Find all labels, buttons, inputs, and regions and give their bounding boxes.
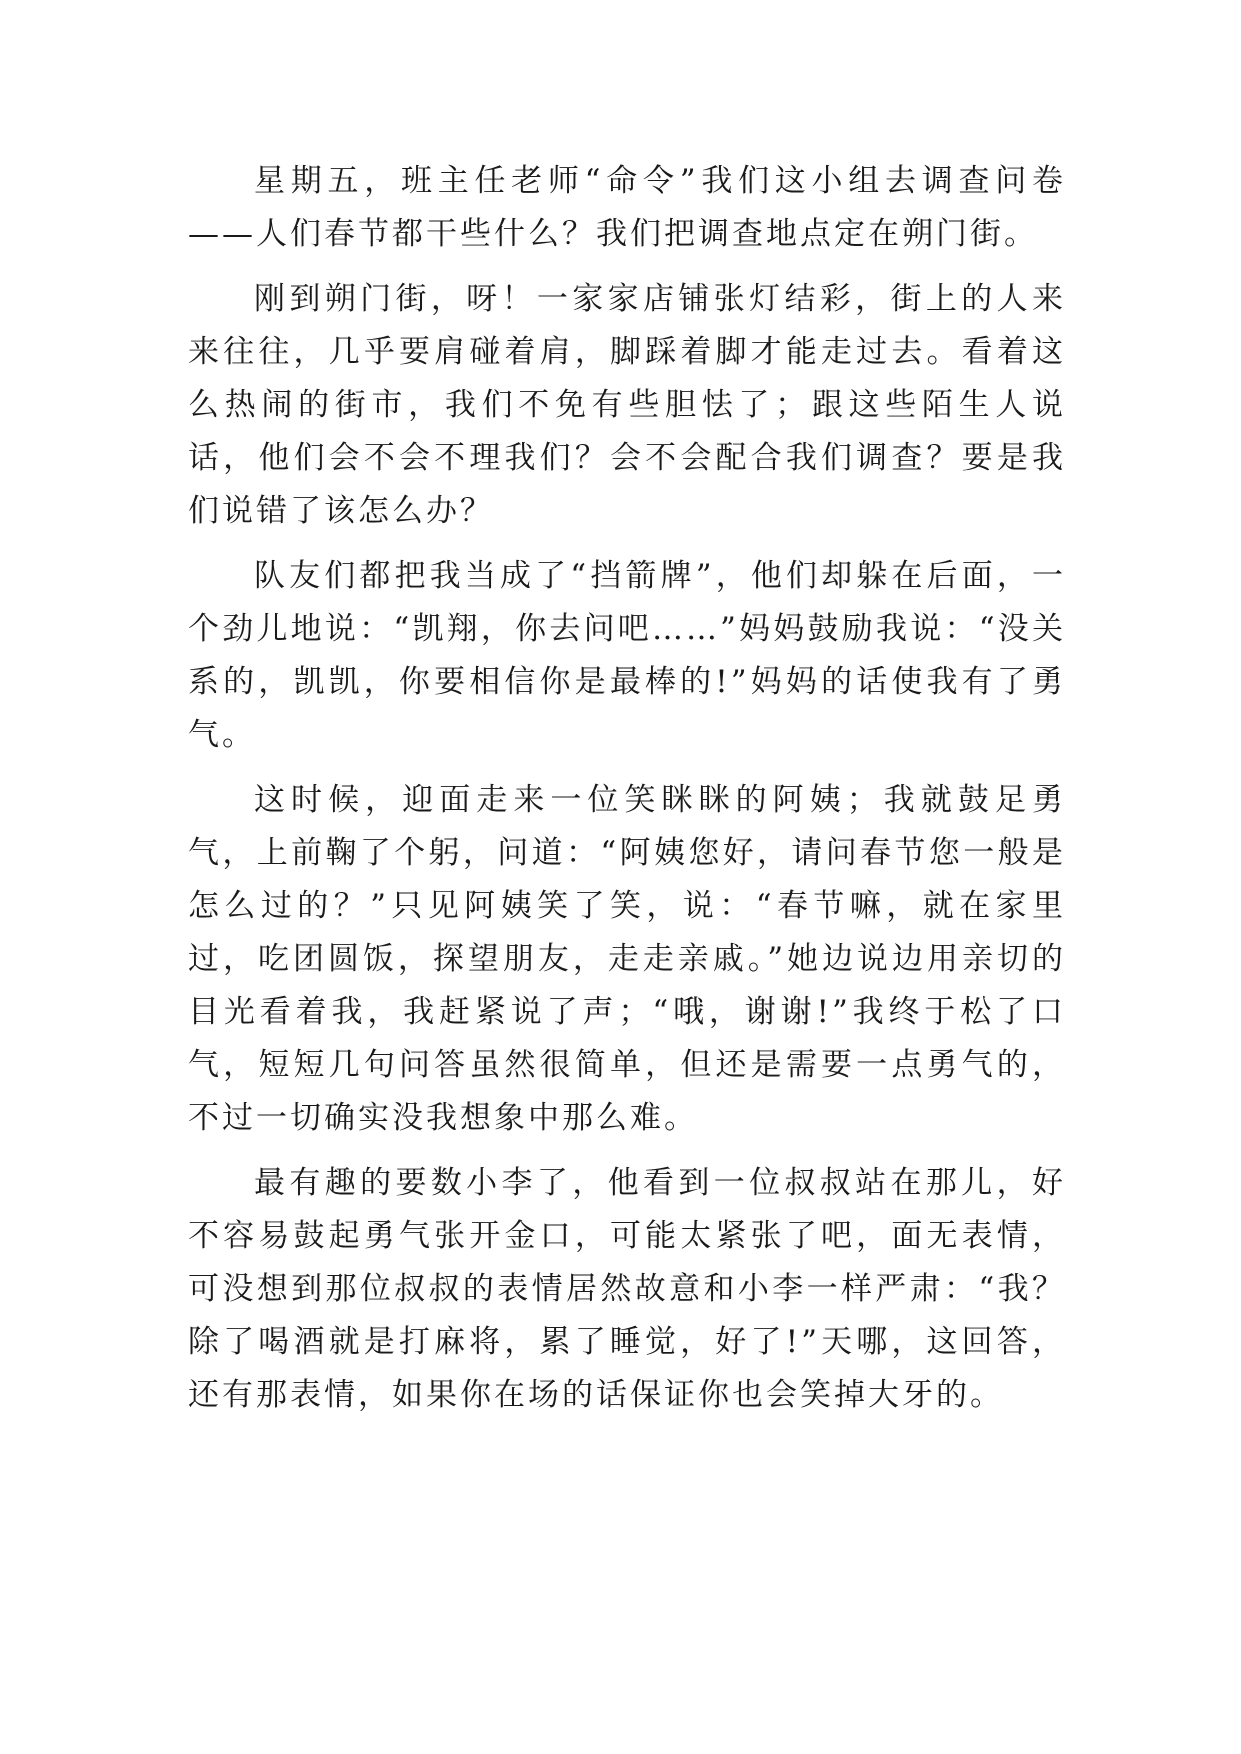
paragraph-4: 这时候，迎面走来一位笑眯眯的阿姨；我就鼓足勇气，上前鞠了个躬，问道：“阿姨您好，请问春节您一般是怎么过的？”只见阿姨笑了笑，说：“春节嘛，就在家里过，吃团圆饭，探望朋友，走走亲戚。”她边说边用亲切的目光看着我，我赶紧说了声；“哦，谢谢!”我终于松了口气，短短几句问答虽然很简单，但还是需要一点勇气的，不过一切确实没我想象中那么难。 (188, 782, 1066, 1136)
paragraph-1: 星期五，班主任老师“命令”我们这小组去调查问卷——人们春节都干些什么？我们把调查地点定在朔门街。 (188, 163, 1066, 252)
paragraph-5: 最有趣的要数小李了，他看到一位叔叔站在那儿，好不容易鼓起勇气张开金口，可能太紧张了吧，面无表情，可没想到那位叔叔的表情居然故意和小李一样严肃：“我？除了喝酒就是打麻将，累了睡觉，好了!”天哪，这回答，还有那表情，如果你在场的话保证你也会笑掉大牙的。 (188, 1165, 1066, 1413)
document-body (188, 155, 1066, 1434)
paragraph-2: 刚到朔门街，呀！一家家店铺张灯结彩，街上的人来来往往，几乎要肩碰着肩，脚踩着脚才能走过去。看着这么热闹的街市，我们不免有些胆怯了；跟这些陌生人说话，他们会不会不理我们？会不会配合我们调查？要是我们说错了该怎么办？ (188, 281, 1066, 529)
paragraph-3: 队友们都把我当成了“挡箭牌”，他们却躲在后面，一个劲儿地说：“凯翔，你去问吧……”妈妈鼓励我说：“没关系的，凯凯，你要相信你是最棒的!”妈妈的话使我有了勇气。 (188, 558, 1066, 753)
